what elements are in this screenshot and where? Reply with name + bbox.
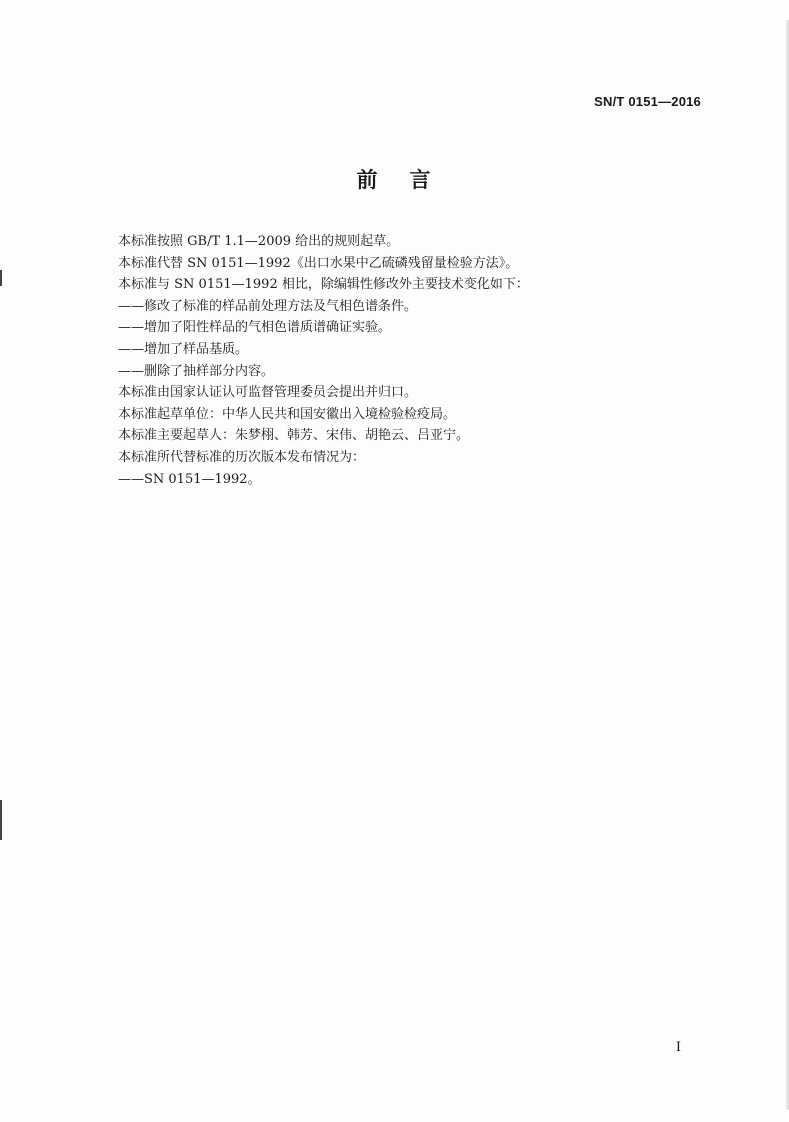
text-line: 本标准由国家认证认可监督管理委员会提出并归口。 [118,385,418,401]
text-line: 本标准与 SN 0151—1992 相比，除编辑性修改外主要技术变化如下： [118,277,529,293]
page-title-char: 言 [409,168,433,192]
list-item: ——修改了标准的样品前处理方法及气相色谱条件。 [118,298,418,314]
list-item: ——SN 0151—1992。 [118,471,261,487]
list-item: ——删除了抽样部分内容。 [118,363,275,379]
page-number: I [675,1040,681,1055]
text-line: 本标准起草单位：中华人民共和国安徽出入境检验检疫局。 [118,406,457,422]
page-title-char: 前 [356,168,380,192]
scan-edge-mark [0,800,2,840]
list-item: ——增加了阳性样品的气相色谱质谱确证实验。 [118,320,392,336]
page-title [0,164,789,194]
text-line: 本标准所代替标准的历次版本发布情况为： [118,449,366,465]
text-line: 本标准代替 SN 0151—1992《出口水果中乙硫磷残留量检验方法》。 [118,255,519,271]
text-line: 本标准主要起草人：朱梦栩、韩芳、宋伟、胡艳云、吕亚宁。 [118,428,470,444]
text-line: 本标准按照 GB/T 1.1—2009 给出的规则起草。 [118,234,400,249]
scan-edge-mark [0,270,2,286]
standard-code: SN/T 0151—2016 [594,94,701,109]
foreword-body [118,231,698,490]
list-item: ——增加了样品基质。 [118,341,249,357]
